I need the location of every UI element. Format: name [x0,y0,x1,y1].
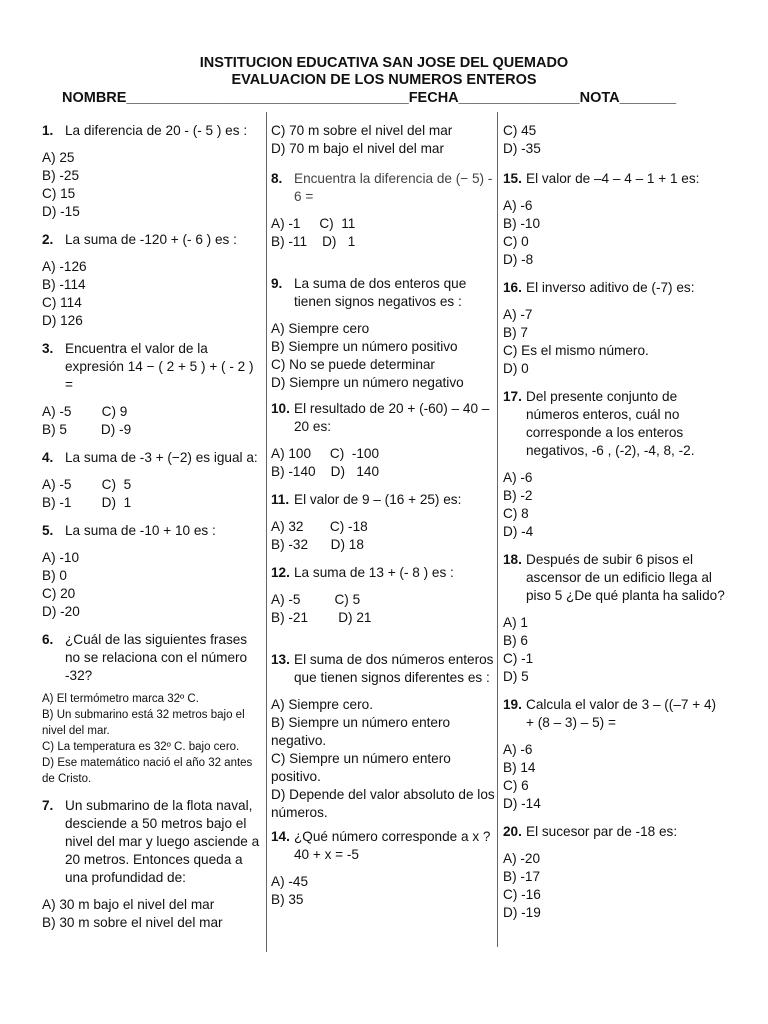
question-6 [42,631,264,685]
options-q19 [503,741,725,813]
option: B) -2 [503,488,533,503]
school-title: INSTITUCION EDUCATIVA SAN JOSE DEL QUEMADO [199,55,569,71]
question-number: 5. [42,523,54,538]
option: B) 35 [271,892,304,907]
question-number: 18. [503,552,522,567]
option: B) -1 D) 1 [42,495,132,510]
options-q13 [271,696,497,822]
question-text: ¿Qué número corresponde a x ? 40 + x = -5 [294,829,491,862]
option: C) 45 [503,123,537,138]
question-9 [271,275,497,311]
column-2 [271,122,497,909]
option: D) Ese matemático nació el año 32 antes de Cristo. [42,757,253,785]
question-text: La suma de -10 + 10 es : [65,523,216,538]
option: B) -32 D) 18 [271,537,364,552]
option: A) 25 [42,150,75,165]
option: B) -140 D) 140 [271,464,380,479]
option: B) -21 D) 21 [271,610,372,625]
question-20 [503,823,725,841]
question-number: 11. [271,492,290,507]
question-number: 15. [503,171,522,186]
option: C) 15 [42,186,76,201]
question-text: El valor de –4 – 4 – 1 + 1 es: [526,171,700,186]
option: C) Siempre un número entero positivo. [271,751,451,784]
question-text: Después de subir 6 pisos el ascensor de un edificio llega al piso 5 ¿De qué planta ha salido? [526,552,725,603]
column-divider [266,112,267,952]
question-text: El suma de dos números enteros que tienen signos diferentes es : [294,652,494,685]
question-number: 1. [42,123,54,138]
question-18 [503,551,725,605]
option: C) -1 [503,651,534,666]
options-q3 [42,403,264,439]
option: D) -8 [503,252,534,267]
question-number: 6. [42,632,54,647]
option: A) -5 C) 9 [42,404,128,419]
option: C) No se puede determinar [271,357,435,372]
question-8 [271,170,497,206]
question-number: 7. [42,798,54,813]
options-q15 [503,197,725,269]
option: C) 20 [42,586,76,601]
options-q14-part2 [503,122,725,158]
option: B) -17 [503,869,541,884]
option: D) -15 [42,204,80,219]
option: C) 8 [503,506,529,521]
options-q7-part2 [271,122,497,158]
options-q18 [503,614,725,686]
question-text: ¿Cuál de las siguientes frases no se relaciona con el número -32? [65,632,248,683]
question-19 [503,696,725,732]
question-12 [271,564,497,582]
option: A) -20 [503,851,541,866]
option: A) 1 [503,615,528,630]
option: B) 6 [503,633,528,648]
question-text: El resultado de 20 + (-60) – 40 – 20 es: [294,401,490,434]
column-3 [503,122,725,922]
option: C) 6 [503,778,529,793]
options-q20 [503,850,725,922]
option: A) -126 [42,259,87,274]
question-14 [271,828,497,864]
option: B) 7 [503,325,528,340]
question-number: 16. [503,280,522,295]
option: B) -114 [42,277,86,292]
student-info-line: NOMBRE___________________________________FECHA_______________NOTA_______ [62,90,677,106]
question-text: El sucesor par de -18 es: [526,824,678,839]
option: D) -19 [503,905,541,920]
option: D) 5 [503,669,529,684]
option: A) -6 [503,470,533,485]
option: B) Siempre un número positivo [271,339,458,354]
question-number: 14. [271,829,290,844]
option: C) 70 m sobre el nivel del mar [271,123,453,138]
question-text: Encuentra el valor de la expresión 14 − ( 2 + 5 ) + ( - 2 ) = [65,341,254,392]
option: D) Siempre un número negativo [271,375,464,390]
option: A) 32 C) -18 [271,519,368,534]
options-q9 [271,320,497,392]
question-number: 20. [503,824,522,839]
option: C) Es el mismo número. [503,343,649,358]
question-text: Del presente conjunto de números enteros, cuál no corresponde a los enteros negativos, -6 , (-2), -4, 8, -2. [526,389,695,458]
option: D) 0 [503,361,529,376]
question-text: Encuentra la diferencia de (− 5) - 6 = [294,171,493,204]
question-number: 9. [271,276,283,291]
options-q14-part1 [271,873,497,909]
question-number: 3. [42,341,54,356]
options-q11 [271,518,497,554]
question-number: 10. [271,401,290,416]
option: B) 0 [42,568,67,583]
option: A) 30 m bajo el nivel del mar [42,897,215,912]
options-q12 [271,591,497,627]
question-number: 19. [503,697,522,712]
option: D) -14 [503,796,541,811]
option: A) -6 [503,198,533,213]
option: A) Siempre cero. [271,697,373,712]
option: A) -45 [271,874,309,889]
question-7 [42,797,264,887]
question-4 [42,449,264,467]
options-q4 [42,476,264,512]
option: A) -5 C) 5 [271,592,361,607]
options-q5 [42,549,264,621]
question-11 [271,491,497,509]
option: B) -10 [503,216,541,231]
option: A) -6 [503,742,533,757]
question-number: 17. [503,389,522,404]
option: C) La temperatura es 32º C. bajo cero. [42,741,240,753]
options-q1 [42,149,264,221]
question-10 [271,400,497,436]
question-text: La suma de 13 + (- 8 ) es : [294,565,454,580]
option: D) 70 m bajo el nivel del mar [271,141,445,156]
option: C) 0 [503,234,529,249]
option: B) -25 [42,168,80,183]
question-text: La suma de dos enteros que tienen signos negativos es : [294,276,467,309]
question-2 [42,231,264,249]
option: A) El termómetro marca 32º C. [42,693,199,705]
question-text: Calcula el valor de 3 – ((–7 + 4) + (8 – 3) – 5) = [526,697,717,730]
question-5 [42,522,264,540]
options-q16 [503,306,725,378]
options-q17 [503,469,725,541]
question-text: El valor de 9 – (16 + 25) es: [294,492,462,507]
question-13 [271,651,497,687]
exam-title: EVALUACION DE LOS NUMEROS ENTEROS [231,72,537,88]
question-15 [503,170,725,188]
option: A) -10 [42,550,80,565]
question-text: Un submarino de la flota naval, desciende a 50 metros bajo el nivel del mar y luego asciende a 20 metros. Entonces queda a una profundidad de: [65,798,260,885]
option: B) 5 D) -9 [42,422,132,437]
question-1 [42,122,264,140]
question-16 [503,279,725,297]
options-q2 [42,258,264,330]
option: A) Siempre cero [271,321,370,336]
question-number: 13. [271,652,290,667]
option: B) -11 D) 1 [271,234,356,249]
question-text: La diferencia de 20 - (- 5 ) es : [65,123,248,138]
options-q8 [271,215,497,251]
question-number: 2. [42,232,54,247]
question-number: 12. [271,565,290,580]
option: A) 100 C) -100 [271,446,380,461]
option: D) 126 [42,313,83,328]
option: B) 14 [503,760,536,775]
option: B) Siempre un número entero negativo. [271,715,451,748]
question-3 [42,340,264,394]
options-q6 [42,691,264,787]
column-1 [42,122,264,932]
question-text: El inverso aditivo de (-7) es: [526,280,695,295]
options-q7-part1 [42,896,264,932]
option: D) -20 [42,604,80,619]
option: A) -1 C) 11 [271,216,356,231]
option: C) 114 [42,295,82,310]
options-q10 [271,445,497,481]
question-text: La suma de -3 + (−2) es igual a: [65,450,258,465]
option: B) Un submarino está 32 metros bajo el nivel del mar. [42,709,245,737]
option: A) -5 C) 5 [42,477,132,492]
column-divider [497,112,498,947]
option: D) -4 [503,524,534,539]
option: A) -7 [503,307,533,322]
option: D) Depende del valor absoluto de los números. [271,787,495,820]
question-number: 8. [271,171,283,186]
question-number: 4. [42,450,54,465]
question-text: La suma de -120 + (- 6 ) es : [65,232,237,247]
question-17 [503,388,725,460]
option: C) -16 [503,887,541,902]
option: B) 30 m sobre el nivel del mar [42,915,223,930]
option: D) -35 [503,141,541,156]
